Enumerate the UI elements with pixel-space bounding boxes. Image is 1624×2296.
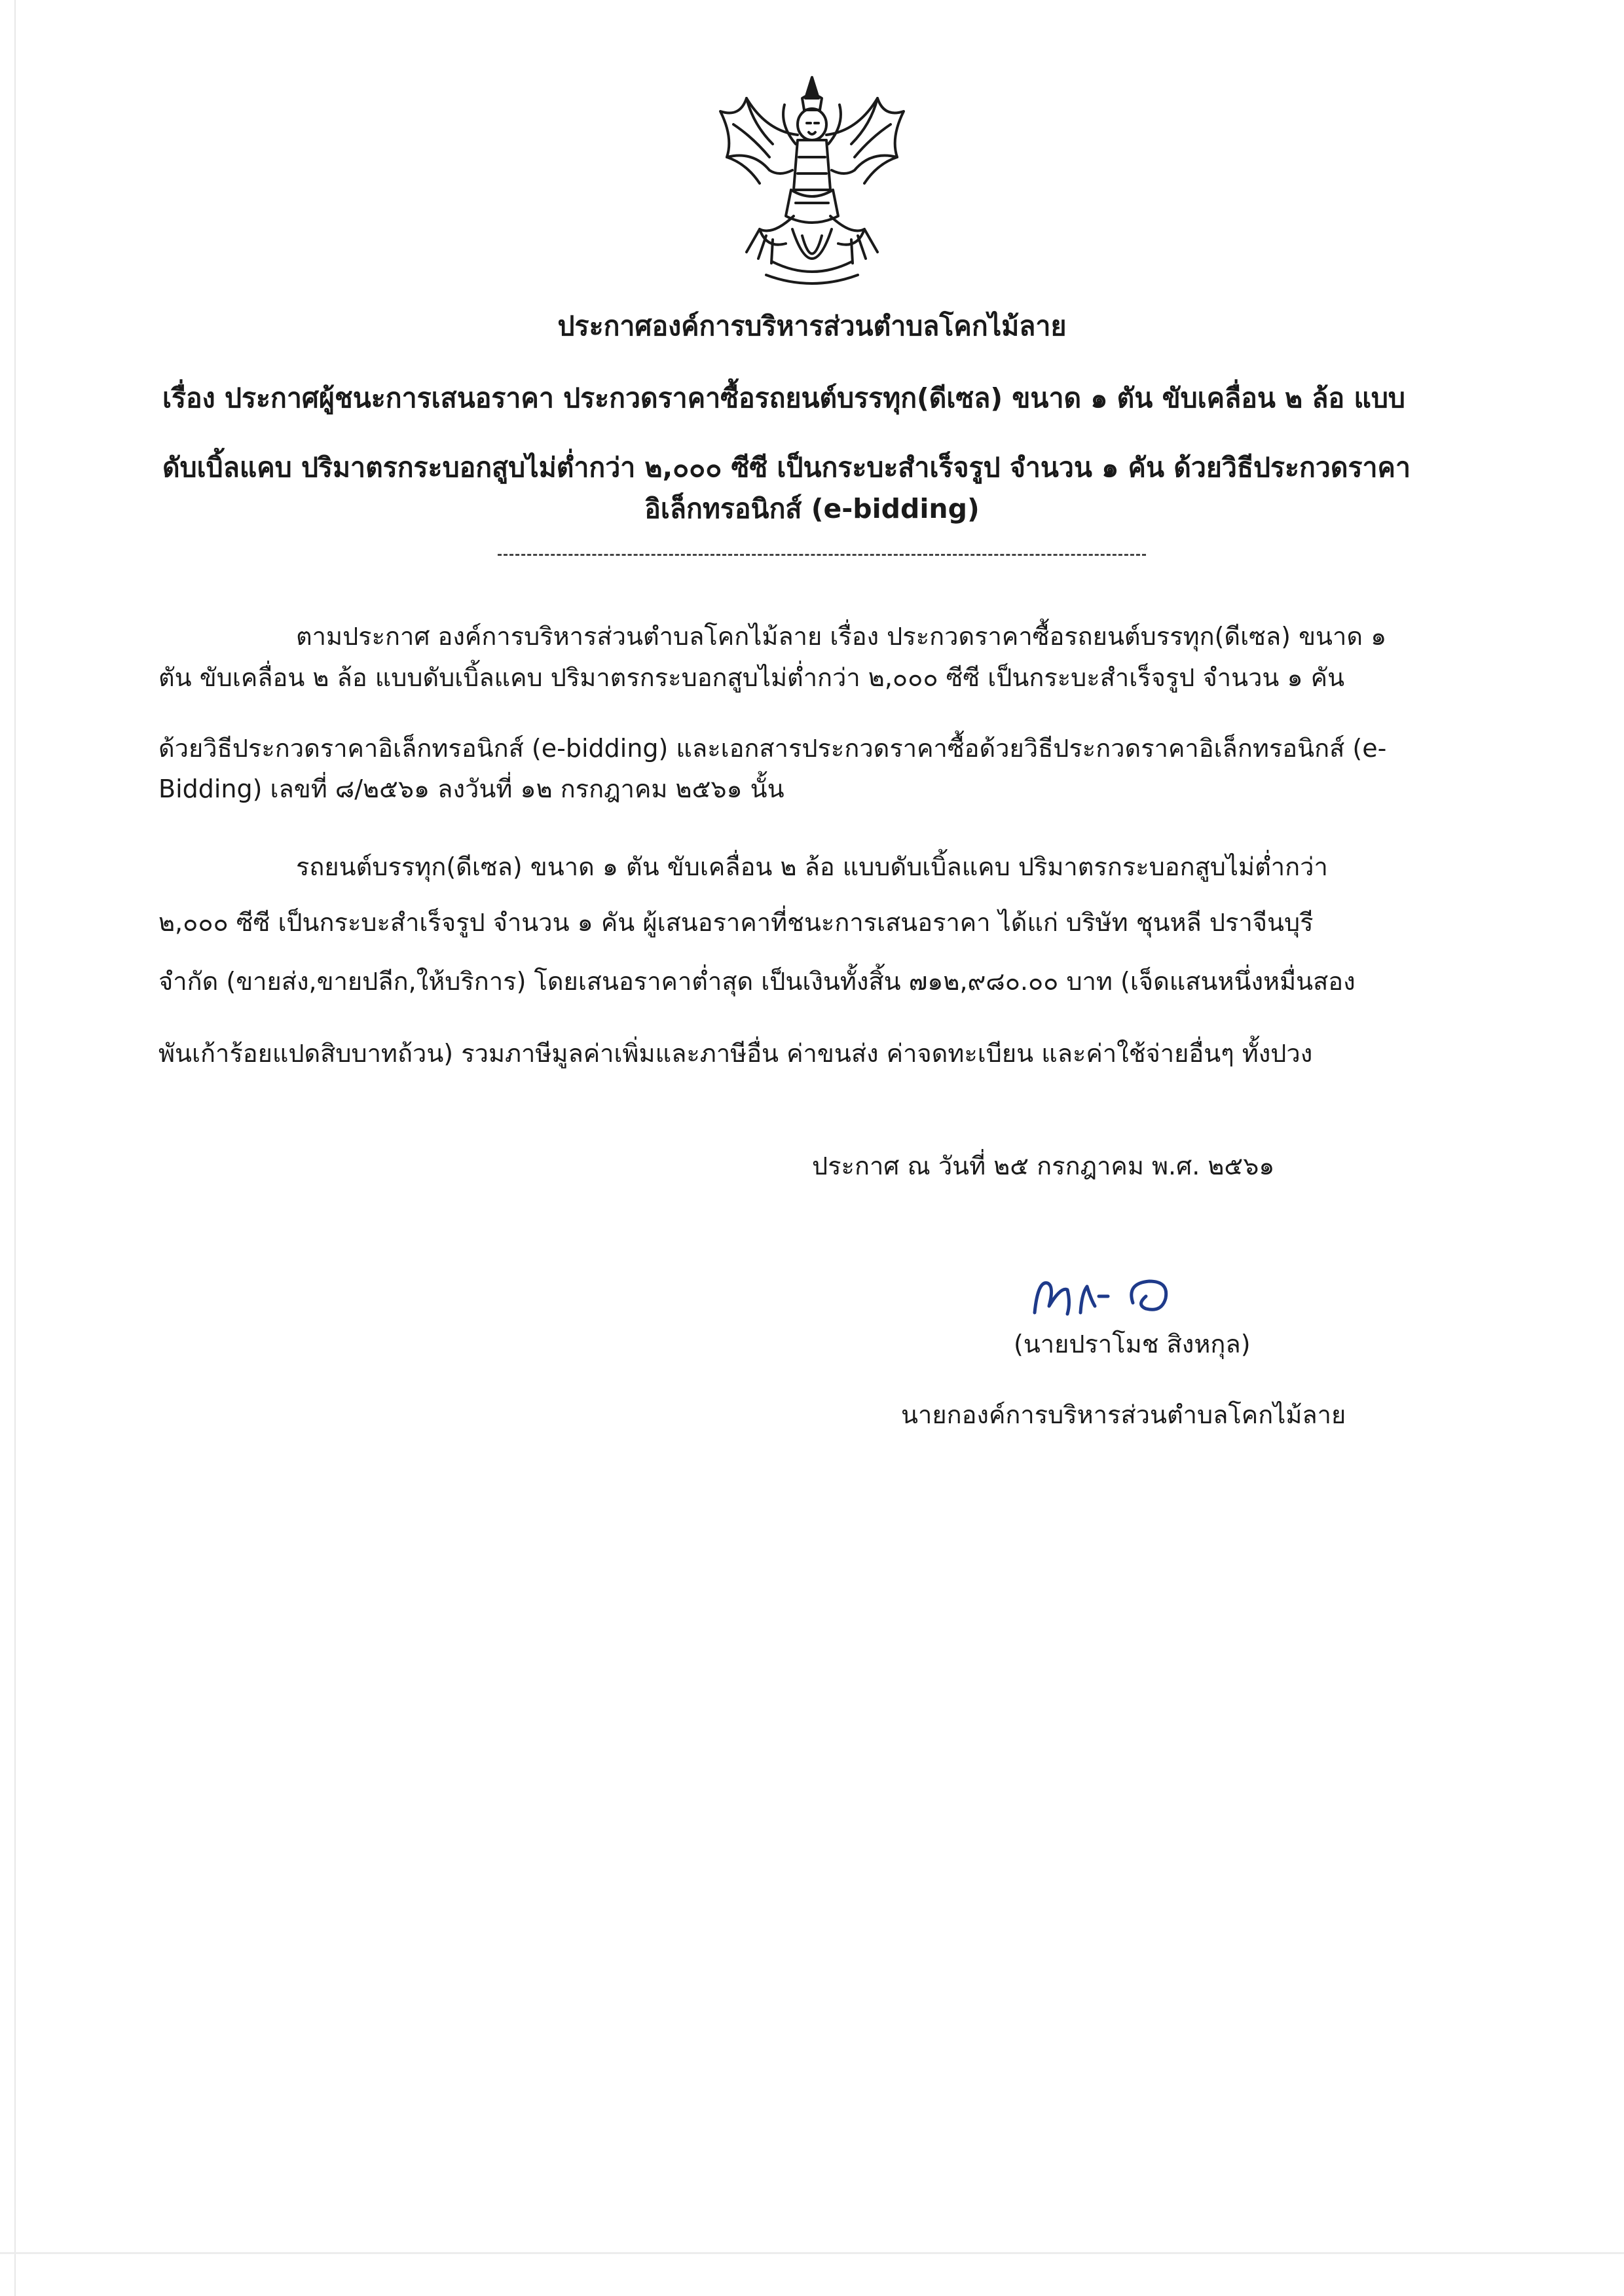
scan-bottom-edge — [0, 2252, 1624, 2254]
body-line: ตามประกาศ องค์การบริหารส่วนตำบลโคกไม้ลาย เรื่อง ประกวดราคาซื้อรถยนต์บรรทุก(ดีเซล) ขนาด ๑ — [296, 622, 1387, 651]
subject-line-3: อิเล็กทรอนิกส์ (e-bidding) — [644, 493, 980, 524]
body-line: ด้วยวิธีประกวดราคาอิเล็กทรอนิกส์ (e-bidding) และเอกสารประกวดราคาซื้อด้วยวิธีประกวดราคาอิเล็กทรอนิกส์ (e- — [158, 734, 1387, 763]
subject-line-2: ดับเบิ้ลแคบ ปริมาตรกระบอกสูบไม่ต่ำกว่า ๒,๐๐๐ ซีซี เป็นกระบะสำเร็จรูป จำนวน ๑ คัน ด้วยวิธีประกวดราคา — [162, 452, 1411, 483]
handwritten-signature — [1022, 1267, 1192, 1326]
body-line: ตัน ขับเคลื่อน ๒ ล้อ แบบดับเบิ้ลแคบ ปริมาตรกระบอกสูบไม่ต่ำกว่า ๒,๐๐๐ ซีซี เป็นกระบะสำเร็จรูป จำนวน ๑ คัน — [158, 663, 1345, 692]
garuda-emblem-icon — [707, 72, 917, 295]
body-line: พันเก้าร้อยแปดสิบบาทถ้วน) รวมภาษีมูลค่าเพิ่มและภาษีอื่น ค่าขนส่ง ค่าจดทะเบียน และค่าใช้จ่ายอื่นๆ ทั้งปวง — [158, 1039, 1313, 1068]
announcement-date: ประกาศ ณ วันที่ ๒๕ กรกฎาคม พ.ศ. ๒๕๖๑ — [812, 1152, 1275, 1180]
subject-line-1: เรื่อง ประกาศผู้ชนะการเสนอราคา ประกวดราคาซื้อรถยนต์บรรทุก(ดีเซล) ขนาด ๑ ตัน ขับเคลื่อน ๒ ล้อ แบบ — [162, 382, 1405, 414]
scan-edge — [14, 0, 16, 2296]
body-line: รถยนต์บรรทุก(ดีเซล) ขนาด ๑ ตัน ขับเคลื่อน ๒ ล้อ แบบดับเบิ้ลแคบ ปริมาตรกระบอกสูบไม่ต่ำกว่า — [296, 852, 1328, 881]
signer-title: นายกองค์การบริหารส่วนตำบลโคกไม้ลาย — [901, 1400, 1346, 1429]
body-line: Bidding) เลขที่ ๘/๒๕๖๑ ลงวันที่ ๑๒ กรกฎาคม ๒๕๖๑ นั้น — [158, 774, 784, 803]
signer-name: (นายปราโมช สิงหกุล) — [1014, 1330, 1251, 1358]
body-line: ๒,๐๐๐ ซีซี เป็นกระบะสำเร็จรูป จำนวน ๑ คัน ผู้เสนอราคาที่ชนะการเสนอราคา ได้แก่ บริษัท ชุนหลี ปราจีนบุรี — [158, 908, 1314, 937]
dashed-divider — [498, 554, 1146, 556]
org-title: ประกาศองค์การบริหารส่วนตำบลโคกไม้ลาย — [557, 310, 1067, 342]
body-line: จำกัด (ขายส่ง,ขายปลีก,ให้บริการ) โดยเสนอราคาต่ำสุด เป็นเงินทั้งสิ้น ๗๑๒,๙๘๐.๐๐ บาท (เจ็ดแสนหนึ่งหมื่นสอง — [158, 967, 1356, 996]
